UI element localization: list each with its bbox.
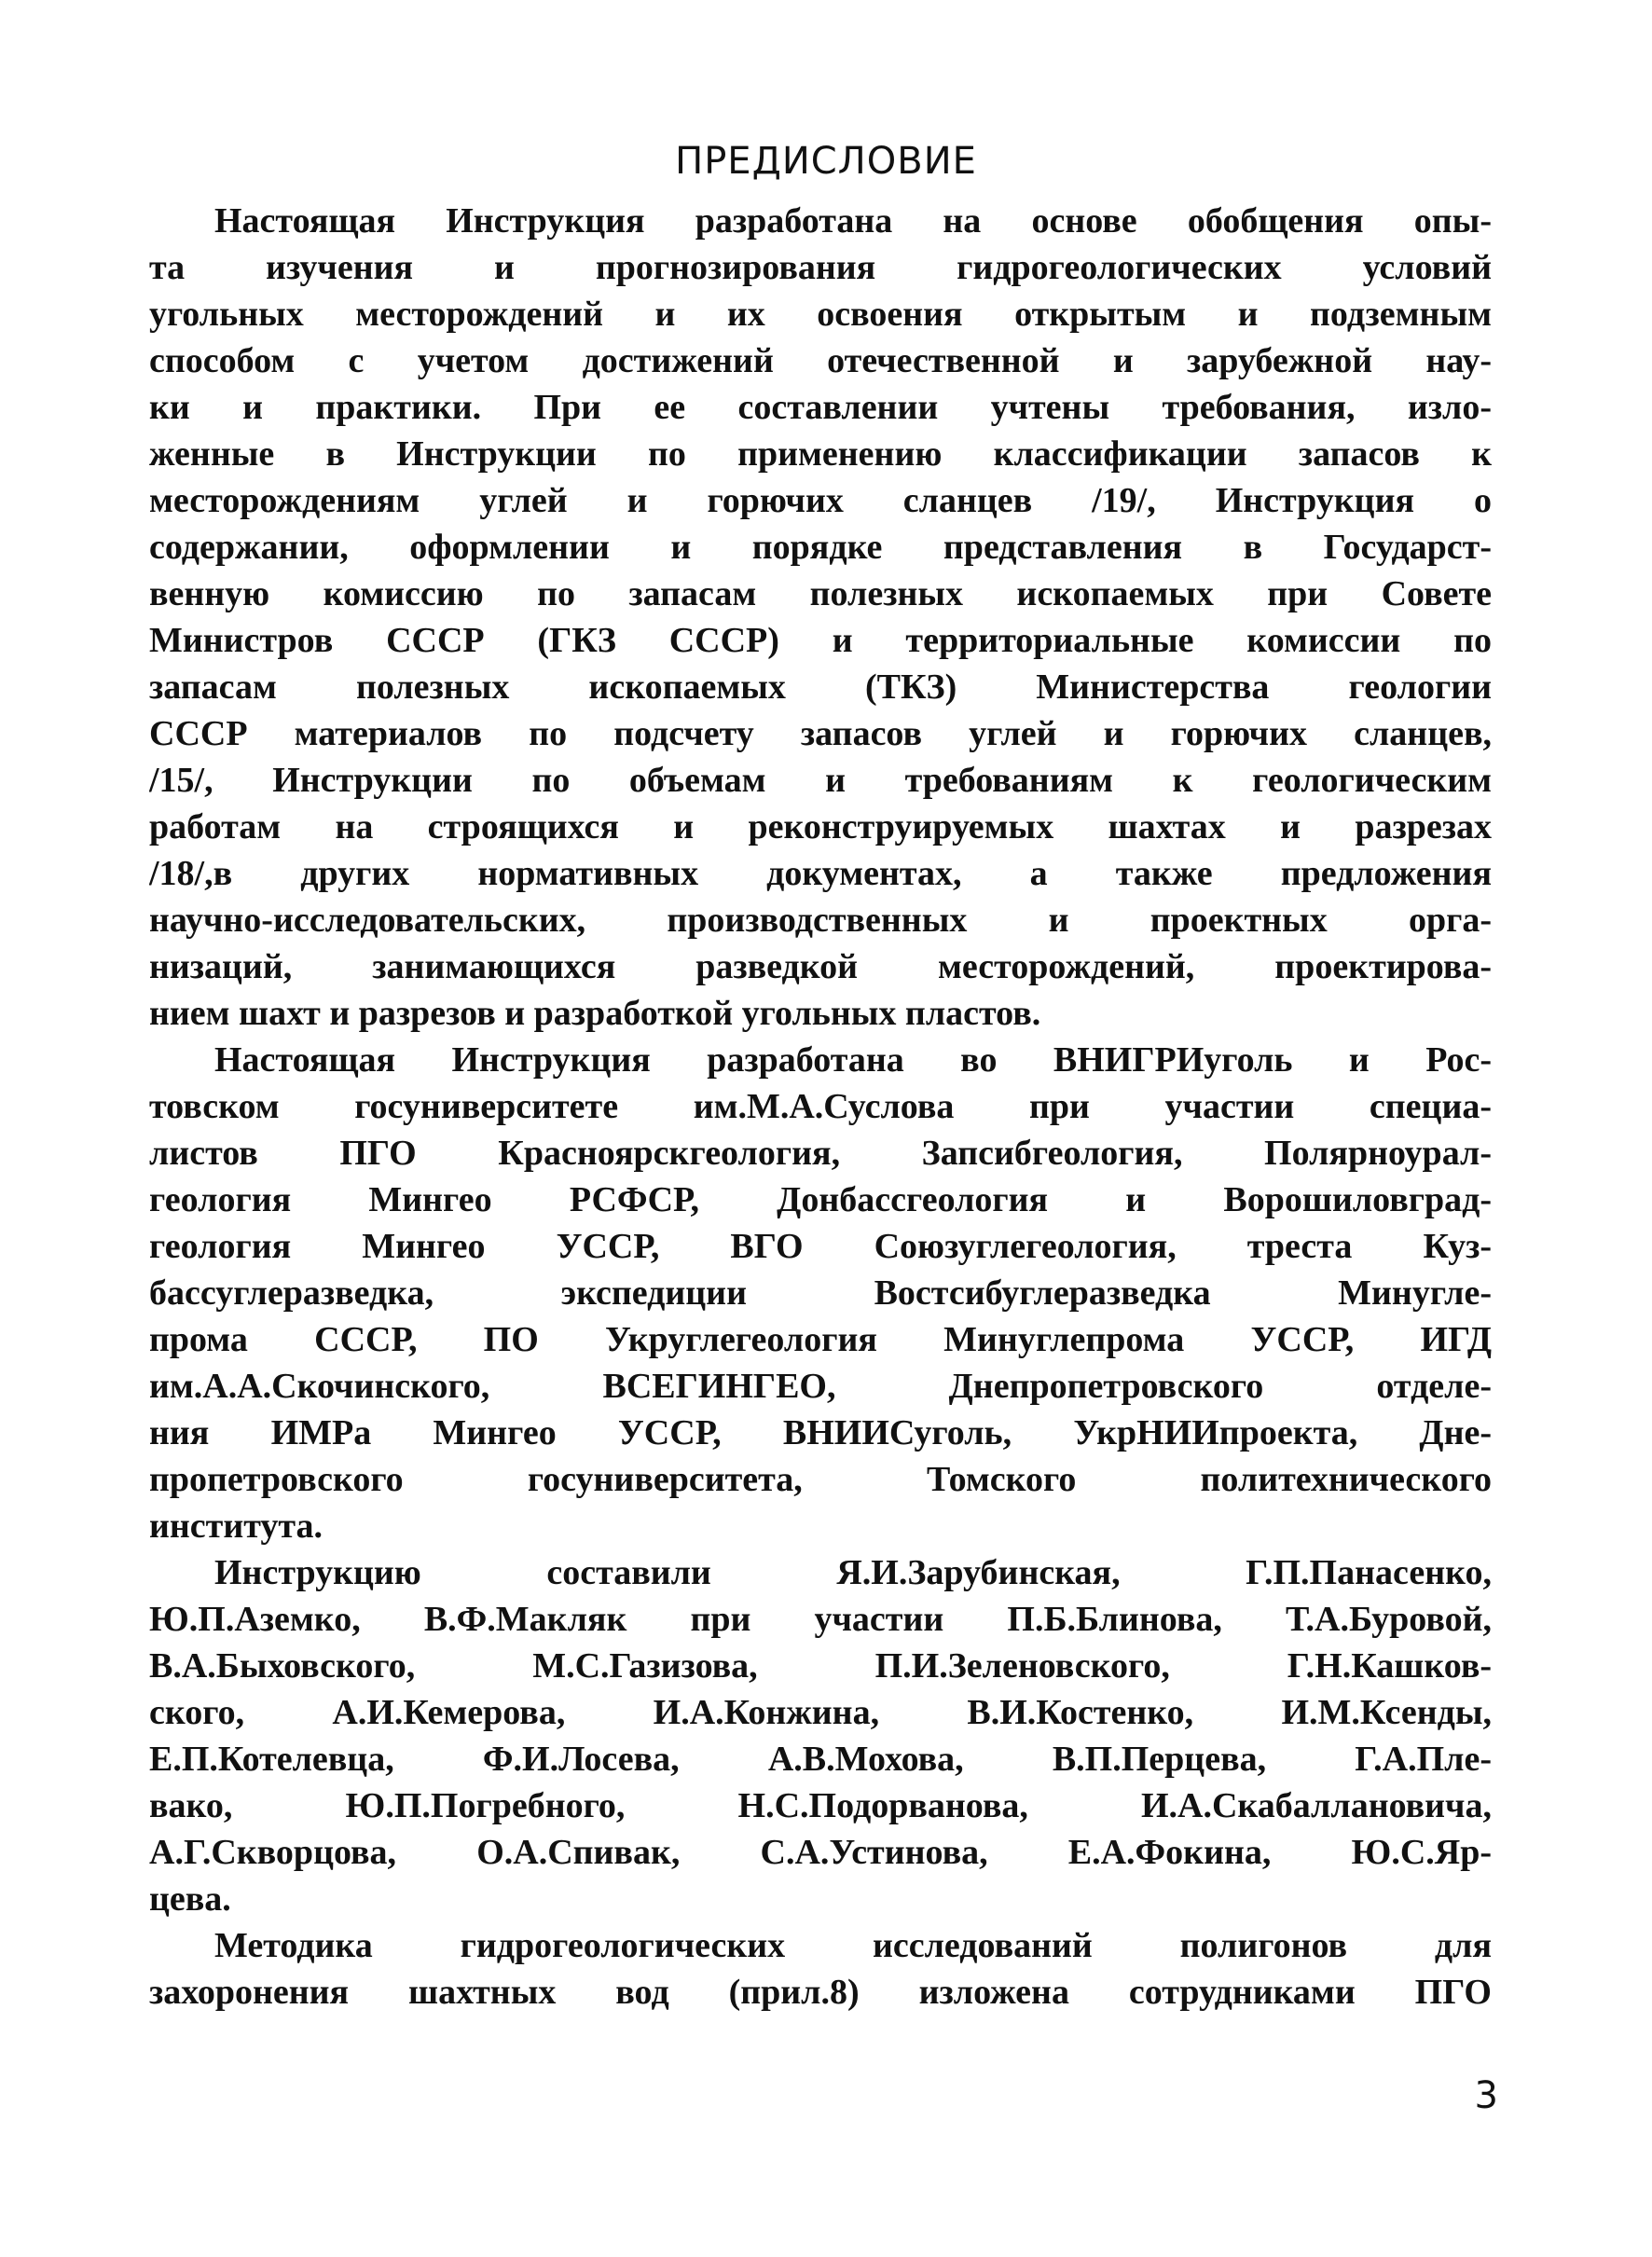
- text-line: месторождениям углей и горючих сланцев /19/, Инструкция о: [149, 481, 1492, 520]
- text-line: запасам полезных ископаемых (ТКЗ) Министерства геологии: [149, 667, 1492, 707]
- text-line: геология Мингео УССР, ВГО Союзуглегеология, треста Куз-: [149, 1227, 1492, 1266]
- text-line: геология Мингео РСФСР, Донбассгеология и Ворошиловград-: [149, 1180, 1492, 1219]
- text-line: Настоящая Инструкция разработана на основе обобщения опы-: [214, 201, 1492, 241]
- text-line: ния ИМРа Мингео УССР, ВНИИСуголь, УкрНИИпроекта, Дне-: [149, 1413, 1492, 1452]
- text-line: женные в Инструкции по применению классификации запасов к: [149, 434, 1492, 474]
- text-line: прома СССР, ПО Укруглегеология Минуглепрома УССР, ИГД: [149, 1320, 1492, 1359]
- text-line: Методика гидрогеологических исследований полигонов для: [214, 1926, 1492, 1965]
- text-line: та изучения и прогнозирования гидрогеологических условий: [149, 248, 1492, 287]
- text-line: захоронения шахтных вод (прил.8) изложена сотрудниками ПГО: [149, 1973, 1492, 2012]
- text-line: научно-исследовательских, производственных и проектных орга-: [149, 901, 1492, 940]
- page-heading: ПРЕДИСЛОВИЕ: [675, 140, 977, 183]
- text-line: бассуглеразведка, экспедиции Востсибуглеразведка Минугле-: [149, 1273, 1492, 1313]
- text-line: СССР материалов по подсчету запасов углей и горючих сланцев,: [149, 714, 1492, 753]
- text-line: товском госуниверситете им.М.А.Суслова при участии специа-: [149, 1087, 1492, 1126]
- page-number: 3: [1474, 2074, 1498, 2117]
- text-line: Настоящая Инструкция разработана во ВНИГРИуголь и Рос-: [214, 1040, 1492, 1080]
- text-line: цева.: [149, 1879, 231, 1919]
- text-line: Министров СССР (ГКЗ СССР) и территориальные комиссии по: [149, 621, 1492, 660]
- text-line: /18/,в других нормативных документах, а также предложения: [149, 854, 1492, 893]
- text-line: листов ПГО Красноярскгеология, Запсибгеология, Полярноурал-: [149, 1134, 1492, 1173]
- text-line: пропетровского госуниверситета, Томского политехнического: [149, 1460, 1492, 1499]
- text-line: /15/, Инструкции по объемам и требованиям к геологическим: [149, 761, 1492, 800]
- text-line: способом с учетом достижений отечественной и зарубежной нау-: [149, 341, 1492, 380]
- text-line: ки и практики. При ее составлении учтены требования, изло-: [149, 388, 1492, 427]
- text-line: им.А.А.Скочинского, ВСЕГИНГЕО, Днепропетровского отделе-: [149, 1367, 1492, 1406]
- text-line: работам на строящихся и реконструируемых шахтах и разрезах: [149, 807, 1492, 846]
- text-line: Инструкцию составили Я.И.Зарубинская, Г.П.Панасенко,: [214, 1553, 1492, 1592]
- text-line: венную комиссию по запасам полезных ископаемых при Совете: [149, 574, 1492, 613]
- text-line: угольных месторождений и их освоения открытым и подземным: [149, 295, 1492, 334]
- text-line: ского, А.И.Кемерова, И.А.Конжина, В.И.Костенко, И.М.Ксенды,: [149, 1693, 1492, 1732]
- text-line: А.Г.Скворцова, О.А.Спивак, С.А.Устинова, Е.А.Фокина, Ю.С.Яр-: [149, 1833, 1492, 1872]
- body-text: [149, 198, 1492, 2016]
- text-line: Е.П.Котелевца, Ф.И.Лосева, А.В.Мохова, В.П.Перцева, Г.А.Пле-: [149, 1740, 1492, 1779]
- text-line: Ю.П.Аземко, В.Ф.Макляк при участии П.Б.Блинова, Т.А.Буровой,: [149, 1600, 1492, 1639]
- text-line: института.: [149, 1507, 324, 1546]
- text-line: низаций, занимающихся разведкой месторождений, проектирова-: [149, 947, 1492, 986]
- text-line: нием шахт и разрезов и разработкой угольных пластов.: [149, 994, 1041, 1033]
- text-line: В.А.Быховского, М.С.Газизова, П.И.Зеленовского, Г.Н.Кашков-: [149, 1646, 1492, 1686]
- text-line: вако, Ю.П.Погребного, Н.С.Подорванова, И.А.Скабаллановича,: [149, 1786, 1492, 1825]
- text-line: содержании, оформлении и порядке представления в Государст-: [149, 528, 1492, 567]
